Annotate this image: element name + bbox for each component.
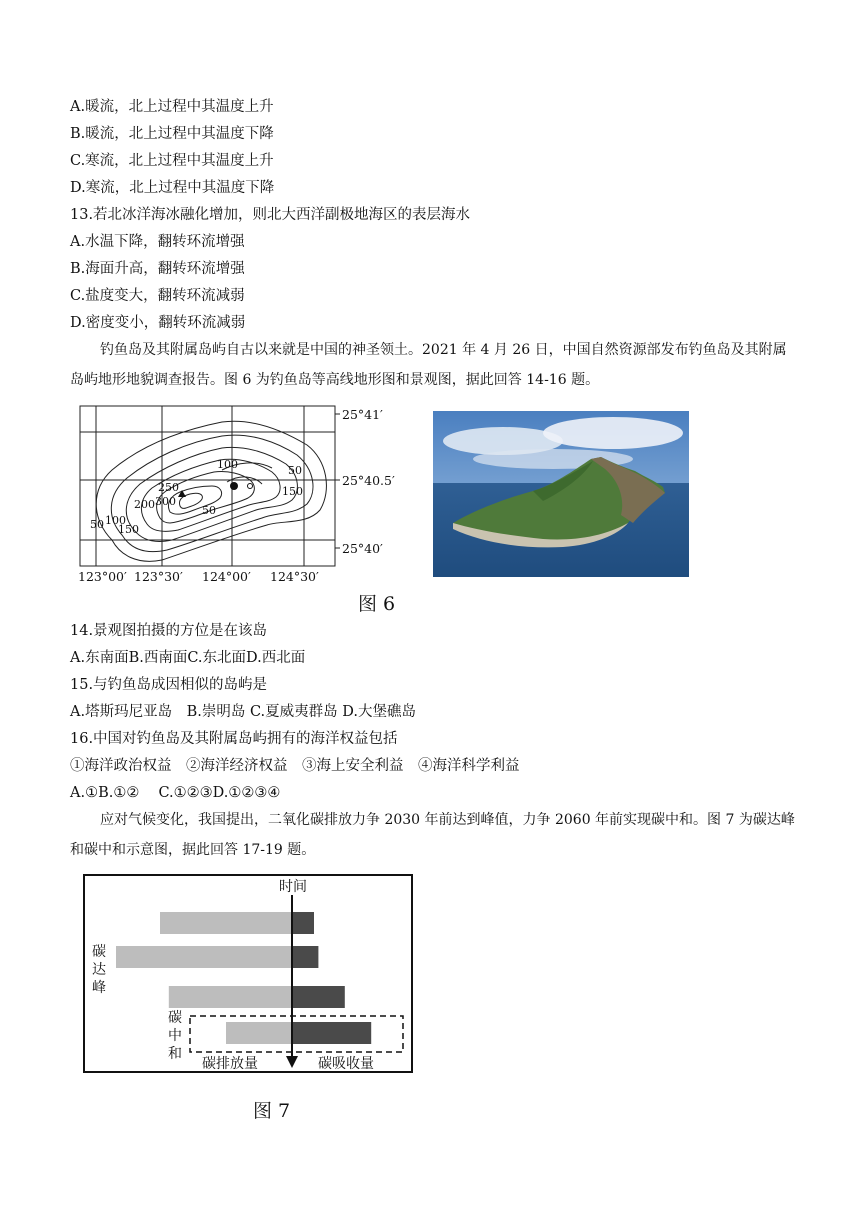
neutral-label-char: 中 [168,1028,182,1044]
emission-bar [169,986,292,1008]
contour-label: 150 [118,523,139,536]
lat-label: 25°41′ [342,407,383,422]
lon-label: 124°00′ [202,569,251,584]
q12-option-b: B.暖流，北上过程中其温度下降 [70,126,274,142]
contour-map [72,400,418,585]
contour-label: 250 [158,481,179,494]
figure6-caption: 图 6 [358,593,396,615]
peak-label-char: 峰 [92,980,106,996]
lon-label: 124°30′ [270,569,319,584]
absorption-label: 碳吸收量 [318,1056,374,1072]
emission-bar [116,946,292,968]
contour-label: 100 [105,514,126,527]
absorption-bar [292,1022,371,1044]
peak-label-char: 达 [92,962,106,978]
q13-option-b: B.海面升高，翻转环流增强 [70,261,245,277]
q13-option-a: A.水温下降，翻转环流增强 [70,234,245,250]
emission-bar [160,912,292,934]
q13-option-d: D.密度变小，翻转环流减弱 [70,315,246,331]
neutral-label-char: 碳 [168,1010,182,1026]
contour-label: 150 [282,485,303,498]
q12-option-d: D.寒流，北上过程中其温度下降 [70,180,275,196]
contour-label: 200 [134,498,155,511]
contour-label: 50 [90,518,104,531]
absorption-bar [292,986,345,1008]
neutral-label-char: 和 [168,1046,182,1062]
lat-label: 25°40′ [342,541,383,556]
lon-label: 123°30′ [134,569,183,584]
q15-stem: 15.与钓鱼岛成因相似的岛屿是 [70,677,268,693]
absorption-bar [292,912,314,934]
lat-label: 25°40.5′ [342,473,395,488]
carbon-diagram [82,872,416,1076]
q15-options: A.塔斯玛尼亚岛 B.崇明岛 C.夏威夷群岛 D.大堡礁岛 [70,704,416,720]
q13-option-c: C.盐度变大，翻转环流减弱 [70,288,245,304]
emission-label: 碳排放量 [202,1056,258,1072]
q16-options: A.①B.①② C.①②③D.①②③④ [70,785,281,801]
figure7-caption: 图 7 [253,1100,291,1122]
contour-label: 100 [217,458,238,471]
lon-label: 123°00′ [78,569,127,584]
time-label: 时间 [279,879,307,895]
q14-options: A.东南面B.西南面C.东北面D.西北面 [70,650,306,666]
intro-carbon: 应对气候变化，我国提出，二氧化碳排放力争 2030 年前达到峰值，力争 2060 年前实现碳中和。图 7 为碳达峰和碳中和示意图，据此回答 17-19 题。 [70,812,795,858]
q12-option-a: A.暖流，北上过程中其温度上升 [70,99,274,115]
q14-stem: 14.景观图拍摄的方位是在该岛 [70,623,268,639]
landmark-icon [230,482,238,490]
emission-bar [226,1022,292,1044]
island-landscape-photo [433,411,689,577]
contour-label: 300 [155,495,176,508]
absorption-bar [292,946,318,968]
intro-diaoyu: 钓鱼岛及其附属岛屿自古以来就是中国的神圣领土。2021 年 4 月 26 日，中国自然资源部发布钓鱼岛及其附属岛屿地形地貌调查报告。图 6 为钓鱼岛等高线地形图和景观图，据此回答 14-16 题。 [70,342,787,388]
contour-label: 50 [288,464,302,477]
q16-items: ①海洋政治权益 ②海洋经济权益 ③海上安全利益 ④海洋科学利益 [70,758,520,774]
q13-stem: 13.若北冰洋海冰融化增加，则北大西洋副极地海区的表层海水 [70,207,471,223]
peak-icon [178,490,186,497]
peak-label-char: 碳 [92,944,106,960]
q16-stem: 16.中国对钓鱼岛及其附属岛屿拥有的海洋权益包括 [70,731,398,747]
q12-option-c: C.寒流，北上过程中其温度上升 [70,153,274,169]
contour-label: 50 [202,504,216,517]
